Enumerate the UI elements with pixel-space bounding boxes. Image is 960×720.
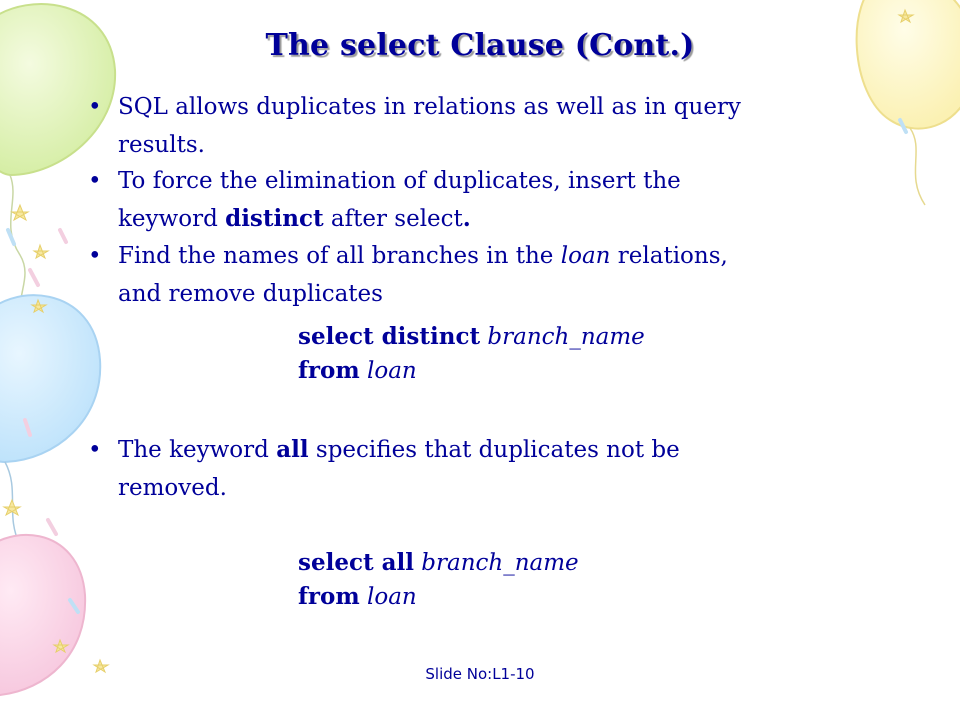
query-line [298, 354, 645, 388]
sql-query-all [298, 546, 579, 614]
bullet-text: The keyword [118, 437, 277, 463]
bullet-text: keyword [118, 206, 226, 232]
sql-keyword: from [298, 583, 360, 610]
bullet-line [118, 237, 858, 275]
bullet-line: removed. [118, 475, 227, 501]
bullet-text: Find the names of all branches in the [118, 243, 561, 269]
query-line [298, 320, 645, 354]
query-line [298, 580, 579, 614]
relation-name: loan [560, 243, 611, 269]
sql-query-distinct [298, 320, 645, 388]
bullet-glyph: • [88, 94, 102, 120]
bullet-line: To force the elimination of duplicates, insert the [118, 168, 681, 194]
sql-relation: loan [367, 358, 417, 384]
bullet-line: and remove duplicates [118, 281, 383, 307]
bullet-line: SQL allows duplicates in relations as well as in query [118, 94, 741, 120]
sql-keyword: select all [298, 549, 414, 576]
keyword-all: all [276, 436, 309, 463]
sql-relation: loan [367, 584, 417, 610]
bullet-text: specifies that duplicates not be [308, 437, 680, 463]
bullet-text: relations, [610, 243, 728, 269]
bullet-glyph: • [88, 437, 102, 463]
bullet-text-period: . [462, 205, 471, 232]
query-line [298, 546, 579, 580]
bullet-glyph: • [88, 243, 102, 269]
slide-title: The select Clause (Cont.) [265, 28, 695, 63]
sql-keyword: from [298, 357, 360, 384]
sql-column: branch_name [487, 324, 645, 350]
keyword-distinct: distinct [225, 205, 324, 232]
sql-column: branch_name [421, 550, 579, 576]
slide-number: Slide No:L1-10 [425, 665, 535, 683]
bullet-line: results. [118, 132, 205, 158]
sql-keyword: select distinct [298, 323, 481, 350]
bullet-text: after select [323, 206, 463, 232]
bullet-line [118, 200, 858, 238]
blue-balloon [0, 295, 100, 462]
bullet-glyph: • [88, 168, 102, 194]
bullet-line [118, 431, 858, 469]
